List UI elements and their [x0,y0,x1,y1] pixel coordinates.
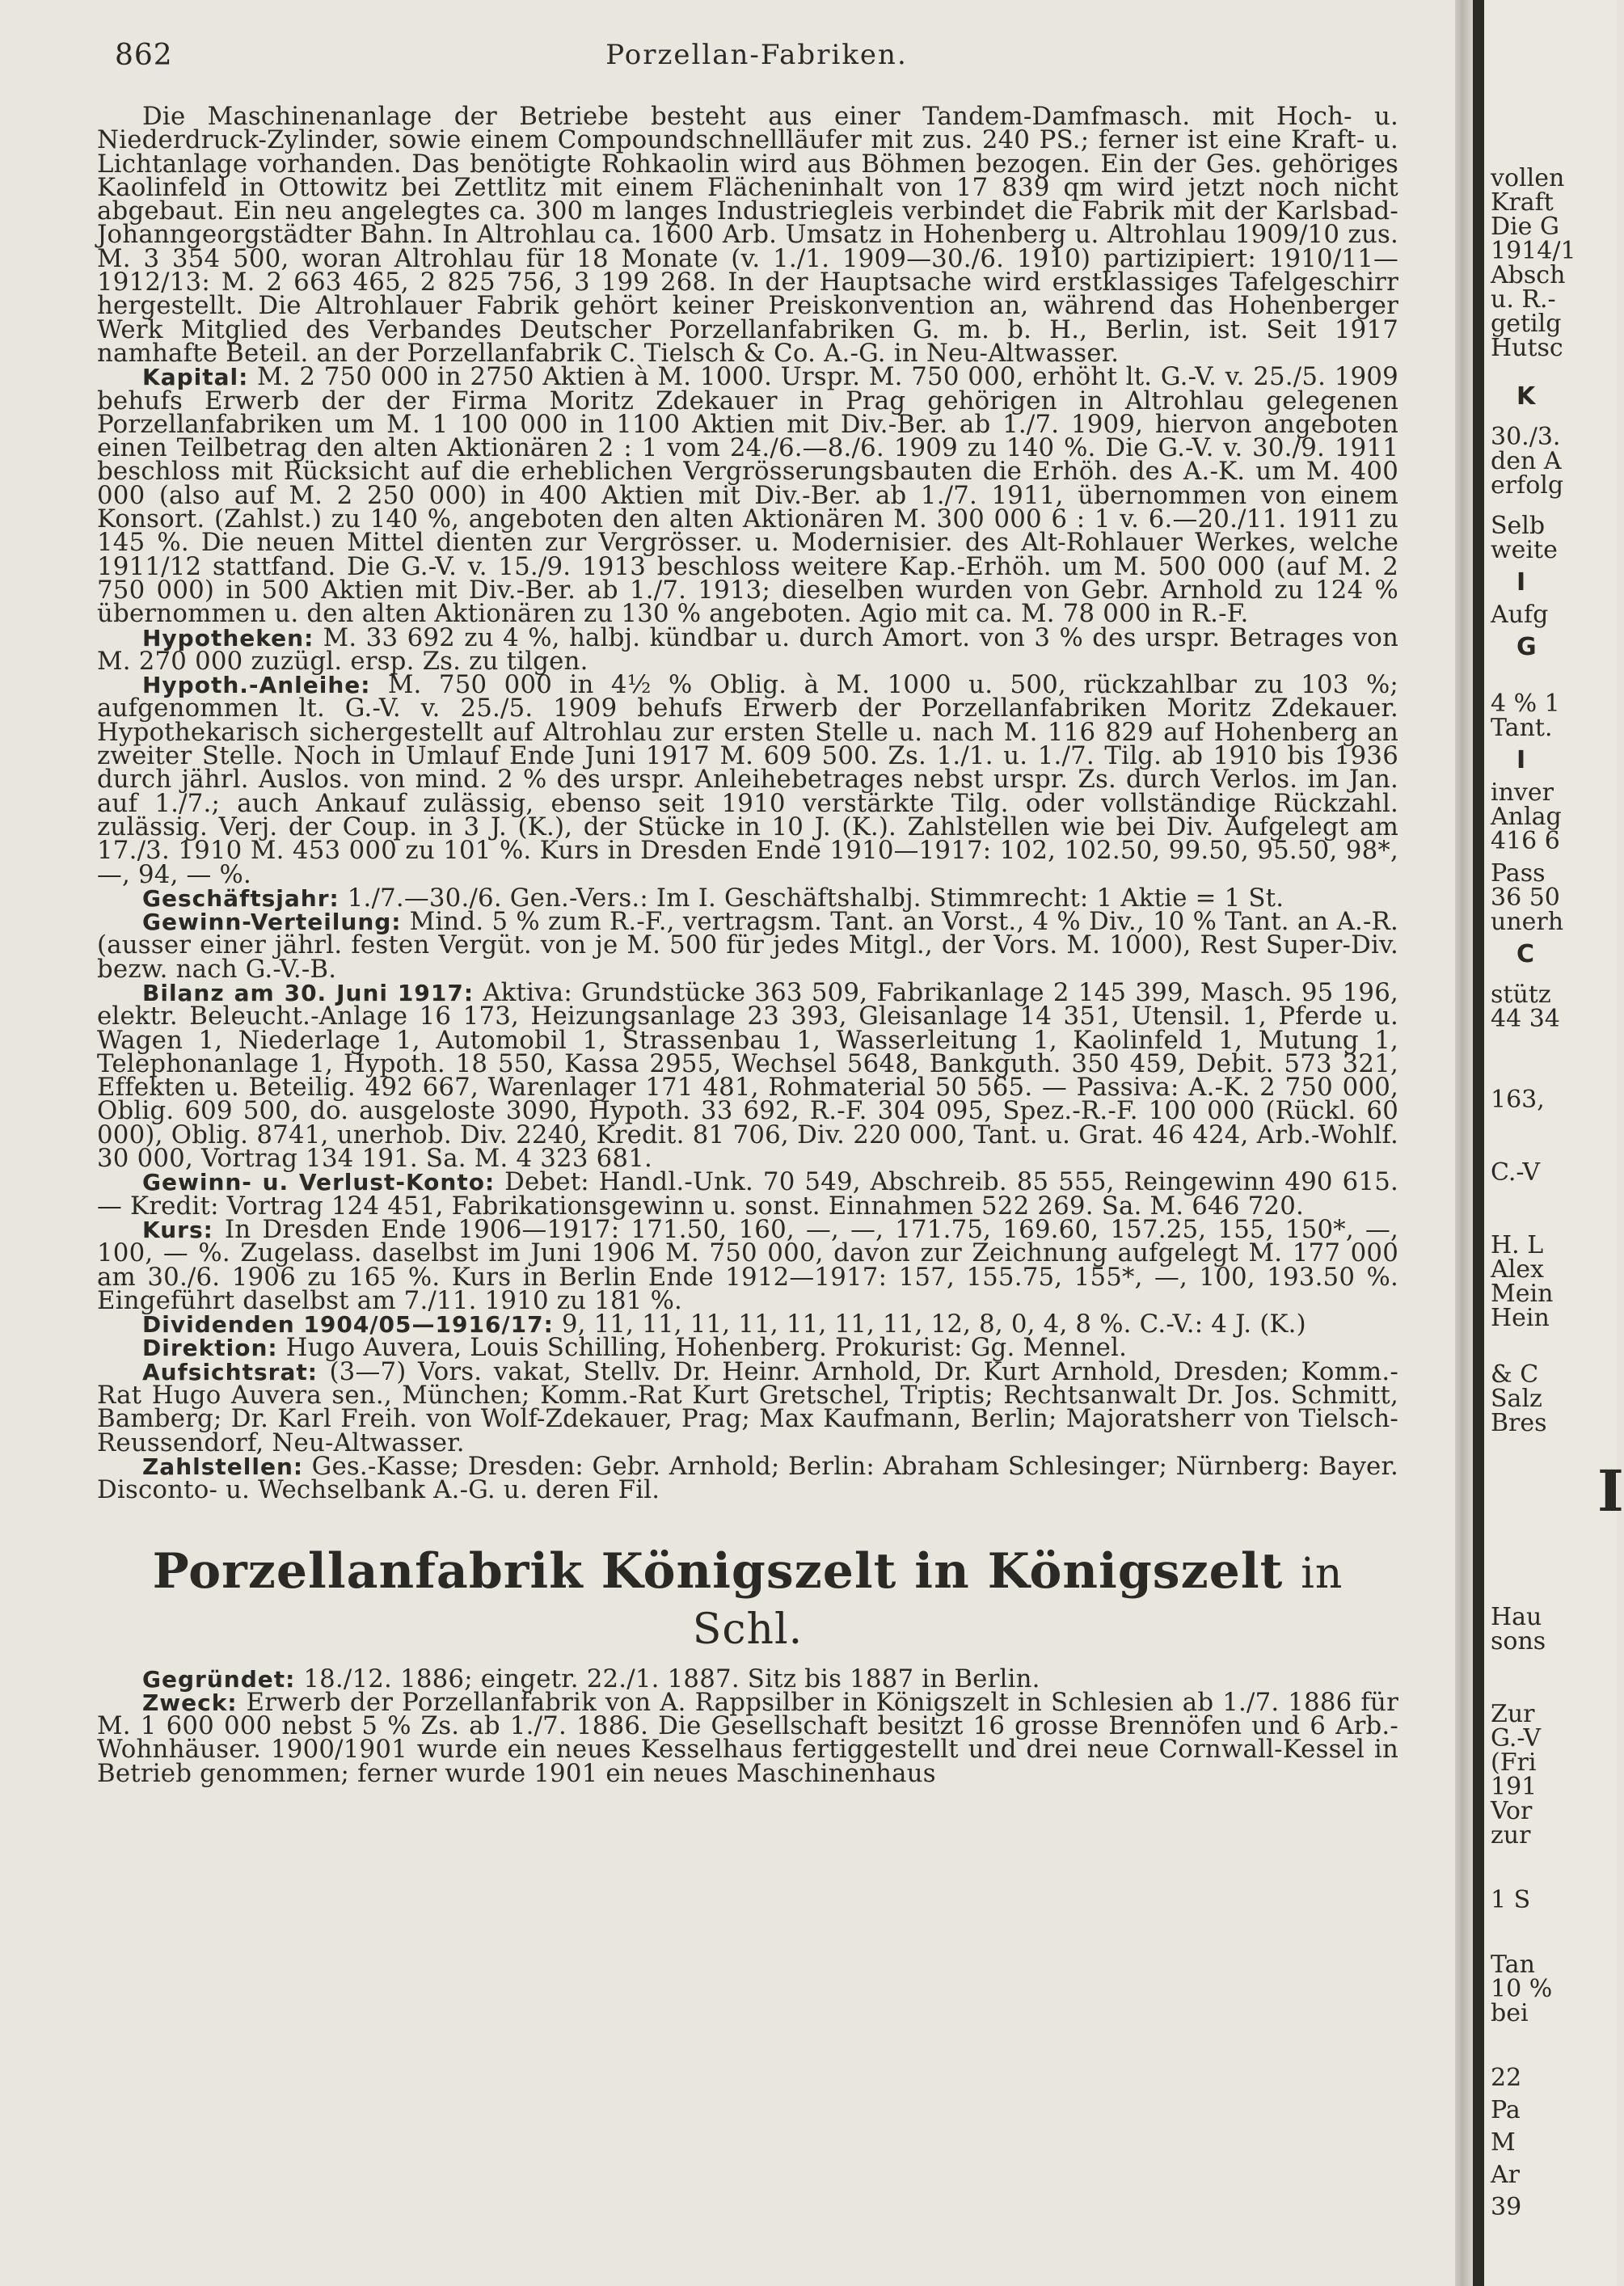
entry-kurs [97,1214,1398,1315]
facing-fragment: Salz [1491,1385,1542,1413]
entry-text: 9, 11, 11, 11, 11, 11, 11, 11, 12, 8, 0, 4, 8 %. C.-V.: 4 J. (K.) [561,1310,1306,1339]
page-number: 862 [115,39,173,72]
facing-fragment: 36 50 [1491,884,1560,912]
facing-fragment: Ar [1491,2161,1521,2189]
section-title-suffix: in Schl. [692,1549,1343,1654]
facing-fragment: Tan [1491,1951,1535,1979]
facing-fragment: Die G [1491,213,1559,241]
facing-fragment: 1 S [1491,1886,1531,1914]
facing-fragment: G.-V [1491,1724,1542,1752]
entry-label: Kapital: [142,364,249,391]
entry-text: In Dresden Ende 1906—1917: 171.50, 160, —, —, 171.75, 169.60, 157.25, 155, 150*, —, 100, — %. Zugelass. daselbst im Juni 1906 M. 750 000, davon zur Zeichnung aufgelegt M. 177 000 am 30./6. 1906 zu 165 %. Kurs in Berlin Ende 1912—1917: 157, 155.75, 155*, —, 100, 193.50 %. Eingeführt daselbst am 7./11. 1910 zu 181 %. [97,1214,1398,1315]
page-gutter [1455,0,1473,2286]
section-title-main: Porzellanfabrik Königszelt in Königszelt [152,1542,1284,1600]
facing-fragment: Absch [1491,261,1566,289]
entry-bilanz [97,977,1398,1174]
facing-fragment: I [1516,568,1526,597]
entry-label: Dividenden 1904/05—1916/17: [142,1311,554,1339]
facing-fragment: Pass [1491,859,1546,888]
facing-fragment: sons [1491,1627,1546,1655]
text-column [97,102,1398,1788]
entry-label: Direktion: [142,1335,278,1362]
entry-label: Hypotheken: [142,624,314,652]
facing-fragment: 39 [1491,2193,1522,2221]
entry-text: Erwerb der Porzellanfabrik von A. Rappsilber in Königszelt in Schlesien ab 1./7. 1886 für M. 1 600 000 nebst 5 % Zs. ab 1./7. 1886. Die Gesellschaft besitzt 16 grosse Brennöfen und 6 Arb.-Wohnhäuser. 1900/1901 wurde ein neues Kesselhaus fertiggestellt und drei neue Cornwall-Kessel in Betrieb genommen; ferner wurde 1901 ein neues Maschinenhaus [97,1687,1398,1788]
facing-fragment: H. L [1491,1231,1544,1259]
facing-fragment: C [1516,940,1535,968]
facing-fragment: & C [1491,1360,1539,1389]
facing-fragment: (Fri [1491,1748,1537,1777]
facing-fragment: Mein [1491,1280,1554,1308]
entry-label: Hypoth.-Anleihe: [142,672,371,699]
book-spine [1473,0,1484,2286]
facing-fragment: 30./3. [1491,423,1561,451]
facing-fragment: Tant. [1491,714,1553,742]
facing-fragment: weite [1491,536,1558,564]
section-title [97,1542,1398,1656]
facing-fragment: 191 [1491,1773,1538,1801]
facing-fragment: 4 % 1 [1491,690,1560,718]
facing-fragment: u. R.- [1491,285,1556,314]
facing-fragment: Alex [1491,1255,1544,1284]
facing-fragment: 416 6 [1491,827,1560,855]
facing-fragment: Hein [1491,1304,1550,1332]
facing-fragment: G [1516,633,1537,661]
facing-fragment: M [1491,2128,1516,2157]
entry-gewinn-verlust [97,1167,1398,1221]
facing-fragment: Pa [1491,2096,1521,2124]
facing-fragment: K [1516,382,1536,411]
entry-aufsichtsrat [97,1356,1398,1457]
entry-zahlstellen [97,1451,1398,1505]
running-title: Porzellan-Fabriken. [605,39,908,71]
facing-fragment: I [1516,746,1526,774]
facing-fragment: Anlag [1491,803,1562,831]
facing-fragment: zur [1491,1821,1531,1849]
entry-kapital [97,362,1398,629]
facing-fragment: Zur [1491,1700,1535,1728]
entry-text: Ges.-Kasse; Dresden: Gebr. Arnhold; Berlin: Abraham Schlesinger; Nürnberg: Bayer. Disconto- u. Wechselbank A.-G. u. deren Fil. [97,1451,1398,1505]
entry-text: M. 2 750 000 in 2750 Aktien à M. 1000. Urspr. M. 750 000, erhöht lt. G.-V. v. 25./5. 1909 behufs Erwerb der der Firma Moritz Zdekauer in Prag gehörigen in Altrohlau gelegenen Porzellanfabriken um M. 1 100 000 in 1100 Aktien mit Div.-Ber. ab 1./7. 1909, hiervon angeboten einen Teilbetrag den alten Aktionären 2 : 1 vom 24./6.—8./6. 1909 zu 140 %. Die G.-V. v. 30./9. 1911 beschloss mit Rücksicht auf die erheblichen Vergrösserungsbauten die Erhöh. des A.-K. um M. 400 000 (also auf M. 2 250 000) in 400 Aktien mit Div.-Ber. ab 1./7. 1911, übernommen von einem Konsort. (Zahlst.) zu 140 %, angeboten den alten Aktionären M. 300 000 6 : 1 v. 6.—20./11. 1911 zu 145 %. Die neuen Mittel dienten zur Vergrösser. u. Modernisier. des Alt-Rohlauer Werkes, welche 1911/12 stattfand. Die G.-V. v. 15./9. 1913 beschloss weitere Kap.-Erhöh. um M. 500 000 (auf M. 2 750 000) in 500 Aktien mit Div.-Ber. ab 1./7. 1913; dieselben wurden von Gebr. Arnhold zu 124 % übernommen u. den alten Aktionären zu 130 % angeboten. Agio mit ca. M. 78 000 in R.-F. [97,362,1398,629]
entry-text: M. 750 000 in 4½ % Oblig. à M. 1000 u. 500, rückzahlbar zu 103 %; aufgenommen lt. G.-V. v. 25./5. 1909 behufs Erwerb der Porzellanfabriken Moritz Zdekauer. Hypothekarisch sichergestellt auf Altrohlau zur ersten Stelle u. nach M. 116 829 auf Hohenberg an zweiter Stelle. Noch in Umlauf Ende Juni 1917 M. 609 500. Zs. 1./1. u. 1./7. Tilg. ab 1910 bis 1936 durch jährl. Auslos. von mind. 2 % des urspr. Anleihebetrages nebst urspr. Zs. durch Verlos. im Jan. auf 1./7.; auch Ankauf zulässig, ebenso seit 1910 verstärkte Tilg. oder vollständige Rückzahl. zulässig. Verj. der Coup. in 3 J. (K.), der Stücke in 10 J. (K.). Zahlstellen wie bei Div. Aufgelegt am 17./3. 1910 M. 453 000 zu 101 %. Kurs in Dresden Ende 1910—1917: 102, 102.50, 99.50, 95.50, 98*, —, 94, — %. [97,670,1398,889]
facing-page-edge [1484,0,1624,2286]
facing-fragment: 22 [1491,2064,1522,2092]
facing-fragment: stütz [1491,981,1551,1009]
entry-hypotheken [97,622,1398,676]
facing-fragment: inver [1491,778,1554,807]
facing-fragment: 163, [1491,1086,1545,1114]
facing-fragment: Selb [1491,512,1546,540]
entry-label: Gewinn- u. Verlust-Konto: [142,1169,496,1196]
facing-fragment: Aufg [1491,601,1549,629]
facing-fragment: Hau [1491,1603,1542,1631]
entry-text: (3—7) Vors. vakat, Stellv. Dr. Heinr. Arnhold, Dr. Kurt Arnhold, Dresden; Komm.-Rat Hugo Auvera sen., München; Komm.-Rat Kurt Gretschel, Triptis; Rechtsanwalt Dr. Jos. Schmitt, Bamberg; Dr. Karl Freih. von Wolf-Zdekauer, Prag; Max Kaufmann, Berlin; Majoratsherr von Tielsch-Reussendorf, Neu-Altwasser. [97,1356,1398,1457]
facing-fragment: C.-V [1491,1158,1541,1187]
entry-label: Geschäftsjahr: [142,884,340,912]
facing-fragment: Bres [1491,1409,1547,1437]
facing-fragment: Hutsc [1491,334,1563,362]
entry-hypoth-anleihe [97,670,1398,889]
facing-fragment: getilg [1491,310,1562,338]
facing-fragment: I [1597,1457,1624,1525]
entry-label: Gewinn-Verteilung: [142,909,402,936]
facing-fragment: 1914/1 [1491,237,1576,265]
entry-label: Zweck: [142,1689,238,1716]
facing-fragment: 44 34 [1491,1005,1560,1033]
facing-fragment: bei [1491,1999,1529,2027]
entry-zweck [97,1687,1398,1788]
facing-fragment: den A [1491,447,1562,475]
entry-text: Hugo Auvera, Louis Schilling, Hohenberg. Prokurist: Gg. Mennel. [285,1333,1128,1363]
facing-fragment: vollen [1491,164,1565,192]
entry-text: 18./12. 1886; eingetr. 22./1. 1887. Sitz bis 1887 in Berlin. [303,1664,1040,1693]
entry-label: Bilanz am 30. Juni 1917: [142,979,475,1006]
facing-fragment: erfolg [1491,471,1564,500]
facing-fragment: Vor [1491,1797,1533,1825]
entry-label: Gegründet: [142,1665,296,1693]
facing-fragment: 10 % [1491,1975,1553,2003]
entry-label: Zahlstellen: [142,1453,304,1480]
entry-text: M. 33 692 zu 4 %, halbj. kündbar u. durch Amort. von 3 % des urspr. Betrages von M. 270 000 zuzügl. ersp. Zs. zu tilgen. [97,622,1398,676]
entry-label: Kurs: [142,1216,213,1243]
entry-text: Mind. 5 % zum R.-F., vertragsm. Tant. an Vorst., 4 % Div., 10 % Tant. an A.-R. (ausser einer jährl. festen Vergüt. von je M. 500 für jedes Mitgl., der Vors. M. 1000), Rest Super-Div. bezw. nach G.-V.-B. [97,907,1398,984]
intro-paragraph: Die Maschinenanlage der Betriebe besteht aus einer Tandem-Damfmasch. mit Hoch- u. Niederdruck-Zylinder, sowie einem Compoundschnellläufer mit zus. 240 PS.; ferner ist eine Kraft- u. Lichtanlage vorhanden. Das benötigte Rohkaolin wird aus Böhmen bezogen. Ein der Ges. gehöriges Kaolinfeld in Ottowitz bei Zettlitz mit einem Flächeninhalt von 17 839 qm wird jetzt noch nicht abgebaut. Ein neu angelegtes ca. 300 m langes Industriegleis verbindet die Fabrik mit der Karlsbad-Johanngeorgstädter Bahn. In Altrohlau ca. 1600 Arb. Umsatz in Hohenberg u. Altrohlau 1909/10 zus. M. 3 354 500, woran Altrohlau für 18 Monate (v. 1./1. 1909—30./6. 1910) partizipiert: 1910/11—1912/13: M. 2 663 465, 2 825 756, 3 199 268. In der Hauptsache wird erstklassiges Tafelgeschirr hergestellt. Die Altrohlauer Fabrik gehört keiner Preiskonvention an, während das Hohenberger Werk Mitglied des Verbandes Deutscher Porzellanfabriken G. m. b. H., Berlin, ist. Seit 1917 namhafte Beteil. an der Porzellanfabrik C. Tielsch & Co. A.-G. in Neu-Altwasser. [97,102,1398,368]
entry-label: Aufsichtsrat: [142,1358,318,1386]
facing-fragment: Kraft [1491,188,1554,217]
entry-text: 1./7.—30./6. Gen.-Vers.: Im I. Geschäftshalbj. Stimmrecht: 1 Aktie = 1 St. [347,883,1284,913]
page-header [115,39,1398,79]
entry-text: Aktiva: Grundstücke 363 509, Fabrikanlage 2 145 399, Masch. 95 196, elektr. Beleucht.-Anlage 16 173, Heizungsanlage 23 393, Gleisanlage 14 351, Utensil. 1, Pferde u. Wagen 1, Niederlage 1, Automobil 1, Strassenbau 1, Wasserleitung 1, Kaolinfeld 1, Mutung 1, Telephonanlage 1, Hypoth. 18 550, Kassa 2955, Wechsel 5648, Bankguth. 350 459, Debit. 573 321, Effekten u. Beteilig. 492 667, Warenlager 171 481, Rohmaterial 50 565. — Passiva: A.-K. 2 750 000, Oblig. 609 500, do. ausgeloste 3090, Hypoth. 33 692, R.-F. 304 095, Spez.-R.-F. 100 000 (Rückl. 60 000), Oblig. 8741, unerhob. Div. 2240, Kredit. 81 706, Div. 220 000, Tant. u. Grat. 46 424, Arb.-Wohlf. 30 000, Vortrag 134 191. Sa. M. 4 323 681. [97,977,1398,1174]
entry-gewinn-verteilung [97,907,1398,984]
facing-fragment: unerh [1491,908,1564,936]
entry-text: Debet: Handl.-Unk. 70 549, Abschreib. 85 555, Reingewinn 490 615. — Kredit: Vortrag 124 451, Fabrikationsgewinn u. sonst. Einnahmen 522 269. Sa. M. 646 720. [97,1167,1398,1221]
